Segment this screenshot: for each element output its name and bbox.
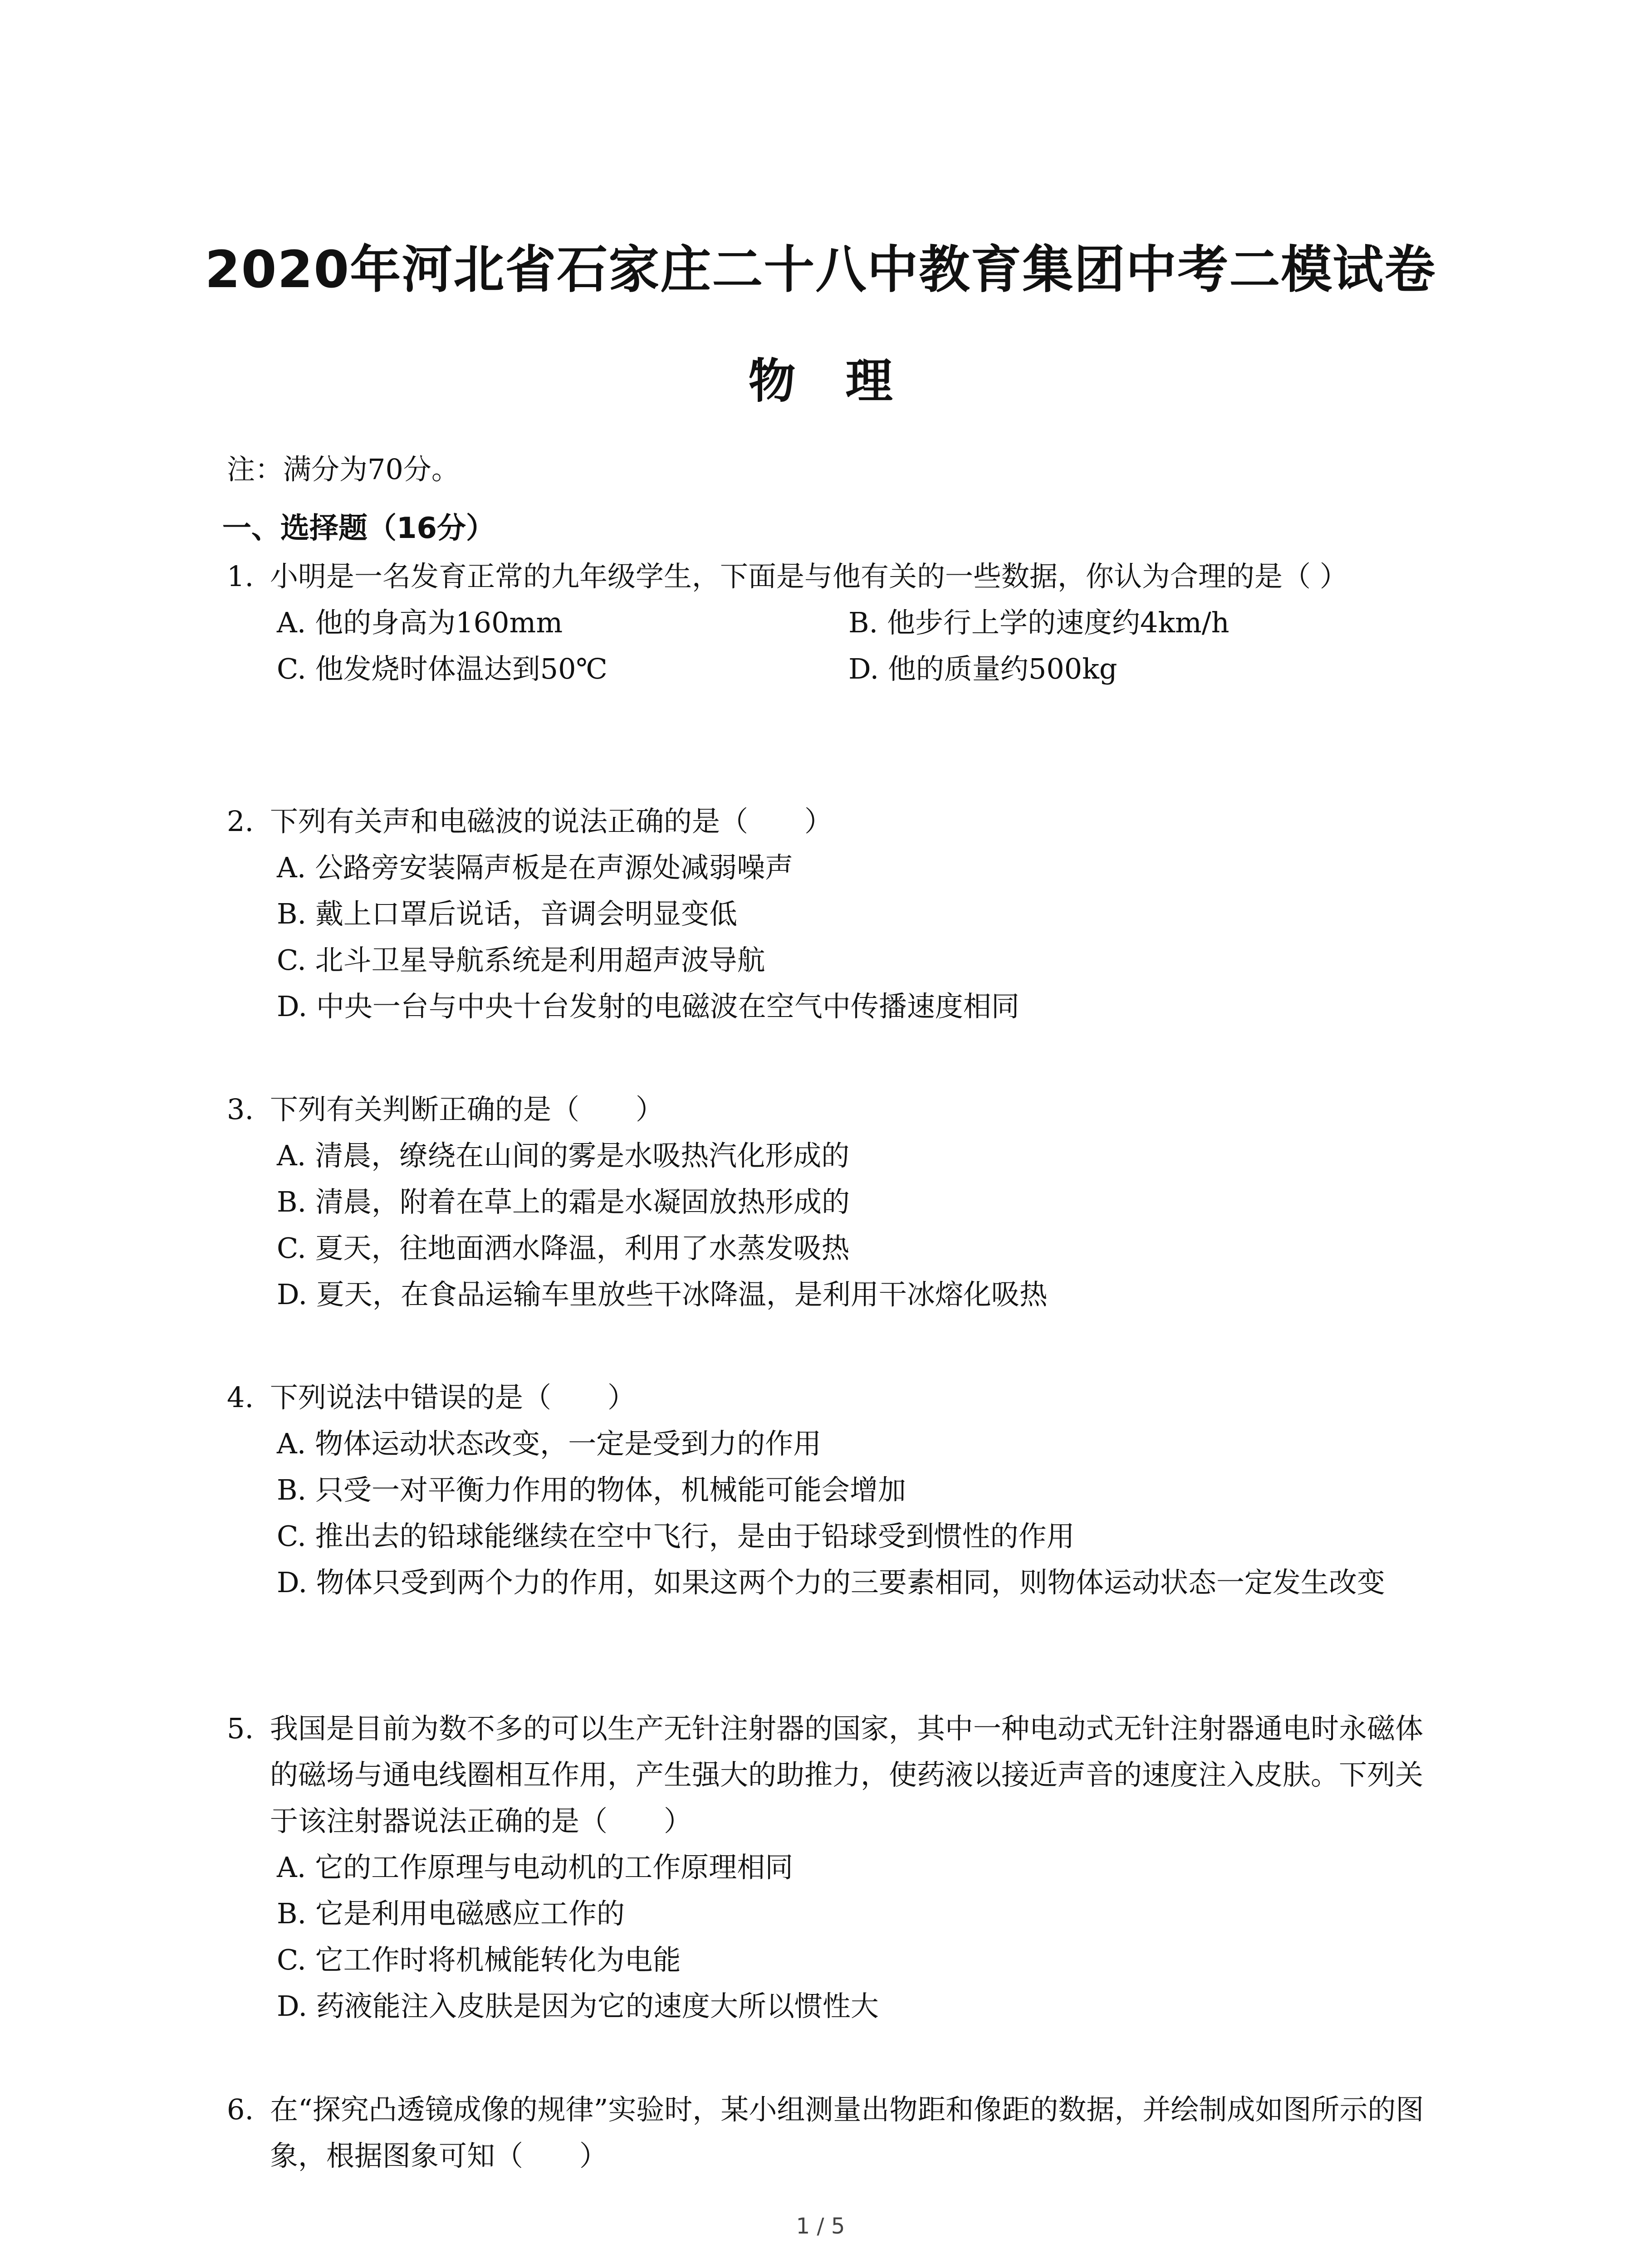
question-number: 1.	[227, 560, 254, 593]
question-3	[227, 1086, 1434, 1318]
option-d: D. 药液能注入皮肤是因为它的速度大所以惯性大	[277, 1989, 879, 2023]
section-heading: 一、选择题（16分）	[222, 512, 495, 545]
question-number: 3.	[227, 1093, 254, 1126]
option-c: C. 北斗卫星导航系统是利用超声波导航	[277, 943, 765, 977]
question-stem: 下列有关判断正确的是（ ）	[270, 1093, 664, 1126]
score-note: 注：满分为70分。	[227, 453, 460, 486]
option-d: D. 物体只受到两个力的作用，如果这两个力的三要素相同，则物体运动状态一定发生改变	[277, 1566, 1385, 1599]
question-stem: 下列有关声和电磁波的说法正确的是（ ）	[270, 805, 833, 838]
question-stem: 下列说法中错误的是（ ）	[270, 1381, 636, 1414]
question-number: 6.	[227, 2093, 254, 2126]
option-a: A. 它的工作原理与电动机的工作原理相同	[277, 1851, 794, 1884]
option-c: C. 推出去的铅球能继续在空中飞行，是由于铅球受到惯性的作用	[277, 1520, 1075, 1553]
subject-title: 物理	[748, 353, 943, 409]
option-c: C. 夏天，往地面洒水降温，利用了水蒸发吸热	[277, 1232, 850, 1265]
question-number: 5.	[227, 1712, 254, 1745]
question-2	[227, 798, 1434, 1030]
option-b: B. 清晨，附着在草上的霜是水凝固放热形成的	[277, 1185, 850, 1218]
question-number: 4.	[227, 1381, 254, 1414]
option-b: B. 他步行上学的速度约4km/h	[848, 606, 1230, 639]
question-stem: 我国是目前为数不多的可以生产无针注射器的国家，其中一种电动式无针注射器通电时永磁体的磁场与通电线圈相互作用，产生强大的助推力，使药液以接近声音的速度注入皮肤。下列关于该注射器说法正确的是（ ）	[270, 1712, 1424, 1838]
question-4	[227, 1374, 1434, 1606]
question-number: 2.	[227, 805, 254, 838]
option-b: B. 戴上口罩后说话，音调会明显变低	[277, 897, 737, 930]
options-grid	[227, 600, 1434, 692]
option-b: B. 它是利用电磁感应工作的	[277, 1897, 625, 1930]
question-1	[227, 553, 1434, 692]
option-d: D. 夏天，在食品运输车里放些干冰降温，是利用干冰熔化吸热	[277, 1278, 1048, 1311]
option-c: C. 他发烧时体温达到50℃	[277, 652, 607, 685]
option-c: C. 它工作时将机械能转化为电能	[277, 1943, 681, 1976]
question-stem: 小明是一名发育正常的九年级学生，下面是与他有关的一些数据，你认为合理的是（ ）	[270, 560, 1348, 593]
question-6	[227, 2087, 1434, 2179]
page-number: 1 / 5	[796, 2214, 845, 2239]
option-a: A. 公路旁安装隔声板是在声源处减弱噪声	[277, 851, 794, 884]
option-a: A. 物体运动状态改变，一定是受到力的作用	[277, 1427, 822, 1460]
question-5	[227, 1706, 1434, 2029]
option-a: A. 他的身高为160mm	[277, 606, 563, 639]
exam-title: 2020年河北省石家庄二十八中教育集团中考二模试卷	[205, 240, 1436, 299]
option-a: A. 清晨，缭绕在山间的雾是水吸热汽化形成的	[277, 1139, 850, 1172]
option-d: D. 中央一台与中央十台发射的电磁波在空气中传播速度相同	[277, 990, 1019, 1023]
option-b: B. 只受一对平衡力作用的物体，机械能可能会增加	[277, 1473, 906, 1506]
option-d: D. 他的质量约500kg	[848, 652, 1117, 685]
question-stem: 在“探究凸透镜成像的规律”实验时，某小组测量出物距和像距的数据，并绘制成如图所示的图象，根据图象可知（ ）	[270, 2093, 1424, 2172]
